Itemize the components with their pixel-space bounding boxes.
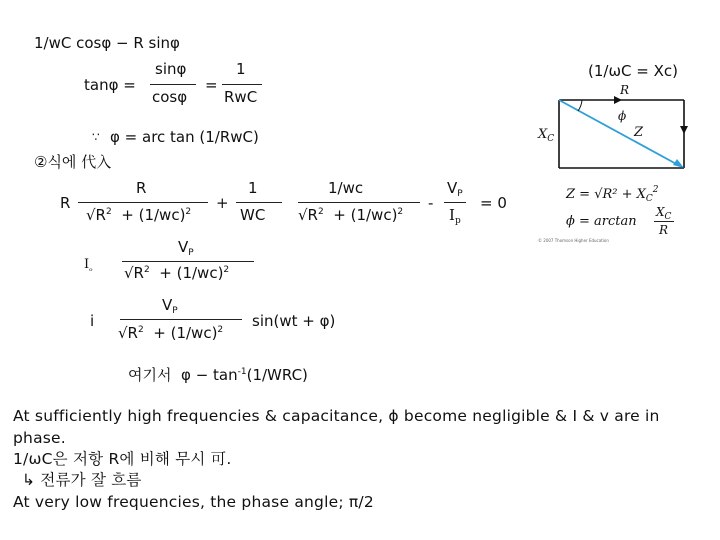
figure-label-r: R bbox=[620, 83, 630, 97]
fraction-2-bar bbox=[222, 84, 262, 85]
equals-zero: = 0 bbox=[480, 194, 507, 212]
where-row: 여기서 $\varphi - \tan^{-1}(1/WRC)$ bbox=[128, 366, 308, 384]
equation-row-1: 1/wC cosφ − R sinφ bbox=[34, 34, 180, 52]
plus-1: + bbox=[216, 194, 229, 212]
fraction-1-numerator: sinφ bbox=[155, 60, 187, 78]
because-symbol: ∵ bbox=[92, 130, 100, 144]
term1-numerator: R bbox=[136, 179, 147, 197]
tan-phi-lhs: tanφ = bbox=[84, 76, 136, 94]
term3-denominator: $√R^2 + (1/wc)^2$ bbox=[298, 206, 404, 224]
term3-bar bbox=[298, 202, 420, 203]
i-numerator: $V_P$ bbox=[162, 296, 178, 316]
fraction-2-numerator: 1 bbox=[236, 60, 246, 78]
ip-denominator: $√R^2 + (1/wc)^2$ bbox=[124, 264, 230, 282]
i-bar bbox=[120, 319, 242, 320]
formula-phi-bar bbox=[654, 221, 674, 222]
substitute-label: ②식에 代入 bbox=[34, 153, 112, 171]
ip-bar bbox=[122, 261, 254, 262]
minus-sign: - bbox=[428, 194, 434, 212]
phi-arctan-line: φ = arc tan (1/RwC) bbox=[110, 128, 259, 146]
body-line-4: ↳ 전류가 잘 흐름 bbox=[22, 471, 142, 489]
figure-label-xc: $X_C$ bbox=[538, 127, 555, 144]
figure-label-phi: ϕ bbox=[618, 109, 627, 123]
formula-phi: ϕ = arctan bbox=[566, 214, 637, 229]
term4-denominator: $I_p$ bbox=[449, 206, 461, 226]
formula-phi-denominator: R bbox=[659, 223, 669, 237]
fraction-1-denominator: cosφ bbox=[152, 88, 188, 106]
fraction-2-denominator: RwC bbox=[224, 88, 258, 106]
term3-numerator: 1/wc bbox=[328, 179, 364, 197]
body-line-5: At very low frequencies, the phase angle; π/2 bbox=[13, 493, 374, 511]
term2-denominator: WC bbox=[240, 206, 266, 224]
body-line-1: At sufficiently high frequencies & capacitance, ϕ become negligible & I & v are in bbox=[13, 407, 660, 425]
figure-label-z: Z bbox=[634, 125, 644, 140]
term4-numerator: $V_P$ bbox=[447, 179, 463, 199]
term2-numerator: 1 bbox=[248, 179, 258, 197]
term4-bar bbox=[444, 202, 466, 203]
phi-arc bbox=[578, 100, 582, 111]
term1-bar bbox=[78, 202, 208, 203]
ip-numerator: $V_P$ bbox=[178, 238, 194, 258]
impedance-triangle-figure bbox=[530, 82, 716, 250]
formula-phi-numerator: $X_C$ bbox=[656, 205, 672, 222]
r-arrowhead bbox=[614, 96, 622, 104]
z-arrowhead bbox=[673, 159, 684, 168]
term1-denominator: $√R^2 + (1/wc)^2$ bbox=[86, 206, 192, 224]
xc-arrowhead bbox=[680, 126, 688, 134]
figure-copyright: © 2007 Thomson Higher Education bbox=[538, 238, 609, 243]
ip-label: $I_{_o}$ bbox=[84, 257, 93, 274]
xc-definition-note: (1/ωC = Xc) bbox=[588, 62, 678, 80]
i-label: i bbox=[90, 312, 95, 330]
r-lead: R bbox=[60, 194, 71, 212]
i-denominator: $√R^2 + (1/wc)^2$ bbox=[118, 324, 224, 342]
formula-z: $Z = √R^2 + X_C^2$ bbox=[566, 185, 659, 204]
fraction-1-bar bbox=[150, 84, 196, 85]
body-line-2: phase. bbox=[13, 429, 66, 447]
term2-bar bbox=[236, 202, 282, 203]
body-line-3: 1/ωC은 저항 R에 비해 무시 可. bbox=[13, 450, 232, 468]
equals-sign: = bbox=[205, 76, 218, 94]
i-sine-term: sin(wt + φ) bbox=[252, 312, 336, 330]
